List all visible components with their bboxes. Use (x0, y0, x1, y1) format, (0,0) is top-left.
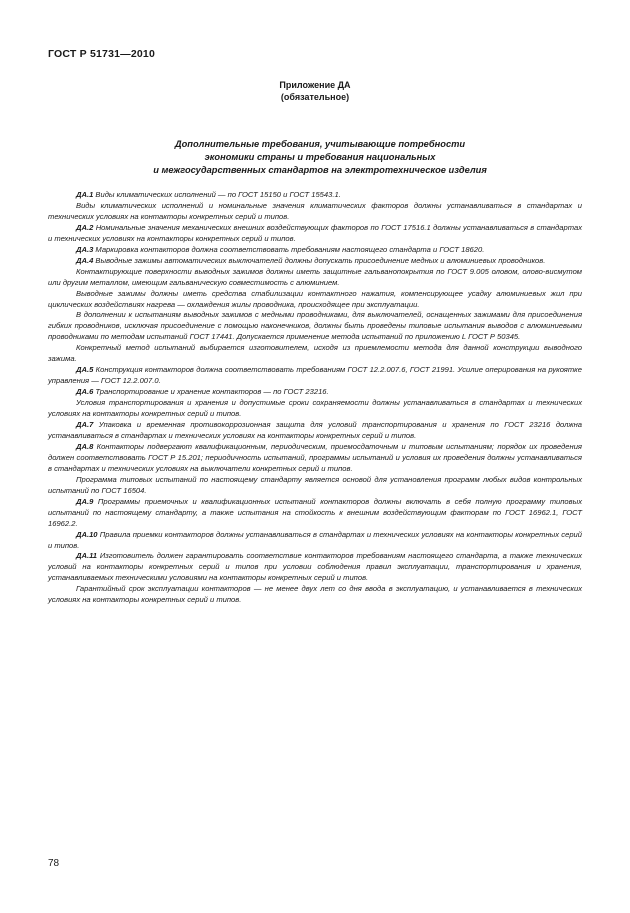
paragraph-text: Контактирующие поверхности выводных зажимов должны иметь защитные гальванопокрытия по ГОСТ 9.005 оловом, олово-висмутом или другим металлом, имеющим гальваническую совместимость с алюминием. (48, 266, 582, 287)
body-text (48, 190, 582, 606)
document-code: ГОСТ Р 51731—2010 (48, 48, 156, 60)
paragraph (48, 245, 582, 256)
clause-label: ДА.4 (76, 255, 94, 265)
annex-status: (обязательное) (280, 92, 350, 102)
paragraph-text: Виды климатических исполнений — по ГОСТ 15150 и ГОСТ 15543.1. (93, 190, 341, 199)
clause-label: ДА.8 (76, 441, 94, 451)
paragraph-text: В дополнении к испытаниям выводных зажимов с медными проводниками, для выключателей, оснащенных зажимами для присоединения гибких проводников, исключая присоединение с помощью наконечников, должны быть проведены типовые испытания выводов с алюминиевыми проводниками по методам испытаний ГОСТ 17441. Допускается применение метода испытаний по приложению L ГОСТ Р 50345. (48, 310, 582, 342)
paragraph-text: Программы приемочных и квалификационных испытаний контакторов должны включать в себя полную программу типовых испытаний по настоящему стандарту, а также испытания на стойкость к внешним воздействующим факторам по ГОСТ 16962.1, ГОСТ 16962.2. (48, 496, 582, 528)
paragraph (48, 256, 582, 267)
paragraph-text: Программа типовых испытаний по настоящему стандарту является основой для установления программ любых видов контрольных испытаний по ГОСТ 16504. (48, 474, 582, 495)
paragraph-text: Правила приемки контакторов должны устанавливаться в стандартах и технических условиях на контакторы конкретных серий и типов. (48, 529, 582, 550)
section-title-line-2: экономики страны и требования национальных (204, 152, 436, 162)
clause-label: ДА.3 (76, 244, 94, 254)
paragraph (48, 267, 582, 289)
section-title (60, 138, 580, 177)
clause-label: ДА.5 (76, 365, 94, 375)
paragraph-text: Изготовитель должен гарантировать соответствие контакторов требованиям настоящего стандарта, а также технических условий на контакторы конкретных серий и типов при условии соблюдения правил эксплуатации, транспортирования и хранения, устанавливаемых техническими условиями на контакторы конкретных серий и типов. (48, 551, 582, 583)
paragraph (48, 551, 582, 584)
paragraph-text: Маркировка контакторов должна соответствовать требованиям настоящего стандарта и ГОСТ 18620. (93, 244, 485, 254)
section-title-line-1: Дополнительные требования, учитывающие потребности (174, 139, 466, 149)
paragraph-text: Условия транспортирования и хранения и допустимые сроки сохраняемости должны устанавливаться в стандартах и технических условиях на контакторы конкретных серий и типов. (48, 398, 582, 419)
clause-label: ДА.1 (76, 190, 94, 199)
paragraph (48, 289, 582, 311)
clause-label: ДА.11 (76, 551, 97, 561)
page-number: 78 (48, 858, 60, 869)
paragraph-text: Транспортирование и хранение контакторов — по ГОСТ 23216. (93, 387, 329, 397)
clause-label: ДА.7 (76, 420, 94, 430)
paragraph (48, 365, 582, 387)
paragraph-text: Контакторы подвергают квалификационным, периодическим, приемосдаточным и типовым испытаниям; порядок их проведения должен соответствовать ГОСТ Р 15.201; периодичность испытаний, программы испытаний и условия их проведения должны устанавливаться в стандартах и технических условиях на выключатели конкретных серий и типов. (48, 441, 582, 473)
paragraph (48, 201, 582, 223)
paragraph (48, 310, 582, 343)
paragraph (48, 387, 582, 398)
section-title-line-3: и межгосударственных стандартов на электротехническое изделия (153, 165, 487, 175)
paragraph (48, 223, 582, 245)
paragraph (48, 475, 582, 497)
paragraph-text: Номинальные значения механических внешних воздействующих факторов по ГОСТ 17516.1 должны устанавливаться в стандартах и технических условиях на контакторы конкретных серий и типов. (48, 222, 582, 243)
clause-label: ДА.9 (76, 496, 94, 506)
paragraph-text: Конкретный метод испытаний выбирается изготовителем, исходя из приемлемости метода для данной конструкции выводного зажима. (48, 343, 582, 364)
clause-label: ДА.2 (76, 222, 94, 232)
paragraph-text: Виды климатических исполнений и номинальные значения климатических факторов должны устанавливаться в стандартах и технических условиях на контакторы конкретных серий и типов. (48, 200, 582, 221)
paragraph (48, 442, 582, 475)
paragraph-text: Выводные зажимы автоматических выключателей должны допускать присоединение медных и алюминиевых проводников. (93, 255, 546, 265)
paragraph (48, 190, 582, 201)
paragraph (48, 398, 582, 420)
paragraph-text: Конструкция контакторов должна соответствовать требованиям ГОСТ 12.2.007.6, ГОСТ 21991. Усилие оперирования на рукоятке управления — ГОСТ 12.2.007.0. (48, 365, 582, 386)
paragraph (48, 530, 582, 552)
paragraph-text: Выводные зажимы должны иметь средства стабилизации контактного нажатия, компенсирующее усадку алюминиевых жил при циклических воздействиях нагрева — охлаждения жилы проводника, происходящее при эксплуатации. (48, 288, 582, 309)
clause-label: ДА.10 (76, 529, 98, 539)
annex-title: Приложение ДА (279, 80, 351, 90)
paragraph (48, 584, 582, 606)
paragraph (48, 497, 582, 530)
paragraph (48, 343, 582, 365)
paragraph (48, 420, 582, 442)
paragraph-text: Гарантийный срок эксплуатации контакторов — не менее двух лет со дня ввода в эксплуатацию, и устанавливается в технических условиях на контакторы конкретных серий и типов. (48, 584, 582, 605)
paragraph-text: Упаковка и временная противокоррозионная защита для условий транспортирования и хранения по ГОСТ 23216 должна устанавливаться в стандартах и технических условиях на контакторы конкретных серий и типов. (48, 420, 582, 440)
clause-label: ДА.6 (76, 387, 94, 397)
